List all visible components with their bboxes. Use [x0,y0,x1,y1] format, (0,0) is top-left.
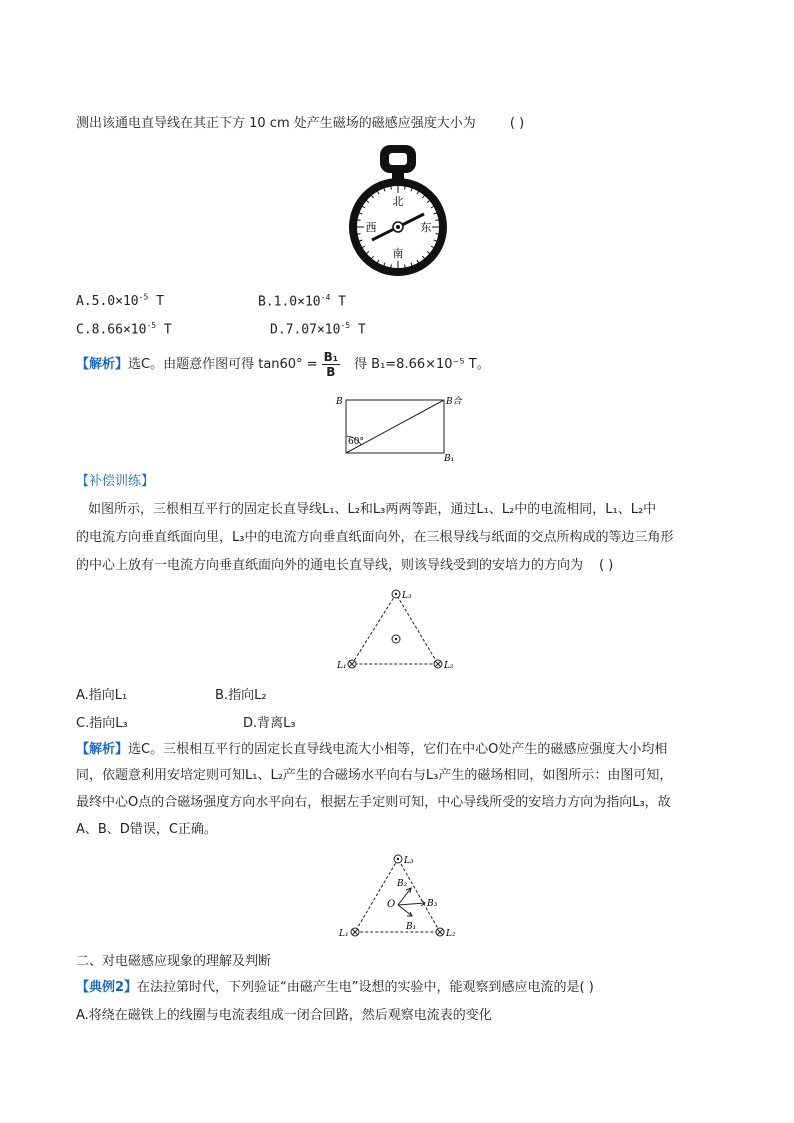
question-stem: 测出该通电直导线在其正下方 10 cm 处产生磁场的磁感应强度大小为 ( ) [76,116,525,131]
dial-tick [405,264,406,268]
vector-b1 [398,905,412,916]
triangle-vector-figure [333,850,463,940]
svg-text:L₁: L₁ [339,929,349,939]
compass-east: 东 [420,221,432,234]
p-analysis-line-3: 最终中心O点的合磁场强度方向水平向右，根据左手定则可知，中心导线所受的安培力方向为指向L₃，故 [76,795,671,810]
option-c: $C.8.66\times 10^{-5}$ T [76,321,172,338]
fraction: $\frac{\text{B₁}}{B}$ [323,350,339,379]
p-option-a: A.指向L₁ [76,688,128,703]
dial-tick [391,186,392,190]
svg-text:B₂: B₂ [397,879,408,889]
svg-text:L₃: L₃ [402,591,412,601]
compass-north: 北 [392,195,404,208]
p-analysis-line-2: 同，依题意利用安培定则可知L₁、L₂产生的合磁场水平向右与L₃产生的磁场相同，如图所示：由图可知， [76,768,673,783]
dial-tick [357,220,361,221]
p-option-c: C.指向L₃ [76,716,128,731]
vector-rect-diagram [334,392,464,464]
wire-l2-in [436,928,444,936]
wire-l2-in [434,660,442,668]
svg-text:B₃: B₃ [427,899,438,909]
dial-tick [357,234,361,235]
dial-tick [435,234,439,235]
svg-text:B₁: B₁ [444,454,455,464]
p-analysis-line-4: A、B、D错误，C正确。 [76,822,217,837]
compass-ring-hole [389,153,407,165]
p-option-b: B.指向L₂ [215,688,267,703]
example-2-option-a: A.将绕在磁铁上的线圈与电流表组成一闭合回路，然后观察电流表的变化 [76,1008,492,1023]
svg-text:O: O [387,899,396,910]
dial-tick [435,220,439,221]
svg-text:L₁: L₁ [337,661,347,671]
svg-text:B₁: B₁ [406,922,417,932]
option-d: $D.7.07\times 10^{-5}$ T [270,321,366,338]
option-row-1 [76,288,164,312]
svg-text:L₂: L₂ [446,929,456,939]
dial-tick [391,264,392,268]
practice-line-2: 的电流方向垂直纸面向里，L₃中的电流方向垂直纸面向外，在三根导线与纸面的交点所构成的等边三角形 [76,530,674,545]
p-analysis-line-1: 【解析】选C。三根相互平行的固定长直导线电流大小相等，它们在中心O处产生的磁感应强度大小均相 [76,742,668,757]
vector-b3 [398,903,425,905]
triangle-figure [333,584,463,672]
svg-text:L₂: L₂ [444,661,454,671]
practice-line-3: 的中心上放有一电流方向垂直纸面向外的通电长直导线，则该导线受到的安培力的方向为 ( ) [76,558,614,573]
svg-text:B合: B合 [446,397,462,407]
example-2: 【典例2】在法拉第时代，下列验证“由磁产生电”设想的实验中，能观察到感应电流的是( ) [76,980,594,995]
practice-line-1: 如图所示，三根相互平行的固定长直导线L₁、L₂和L₃两两等距，通过L₁、L₂中的电流相同，L₁、L₂中 [88,502,657,517]
practice-title: 【补偿训练】 [76,474,155,489]
option-b: $B.1.0\times 10^{-4}$ T [258,293,346,310]
svg-text:60°: 60° [348,437,364,447]
svg-text:B: B [336,397,343,407]
p-option-d: D.背离L₃ [243,716,296,731]
compass-west: 西 [365,221,377,234]
section-heading: 二、对电磁感应现象的理解及判断 [76,954,272,969]
compass-stem [392,169,404,179]
dial-tick [405,186,406,190]
compass-south: 南 [392,247,404,260]
wire-l1-in [351,928,359,936]
vector-b2 [398,888,411,905]
analysis-1: 【解析】选C。由题意作图可得 tan60° = $\frac{\text{B₁}}{B}$ 得 B₁=8.66×10⁻⁵ T。 [76,350,490,379]
compass-figure [342,143,454,277]
wire-l1-in [348,660,356,668]
option-a: $A.5.0\times 10^{-5}$ T [76,293,164,310]
svg-text:L₃: L₃ [404,856,414,866]
